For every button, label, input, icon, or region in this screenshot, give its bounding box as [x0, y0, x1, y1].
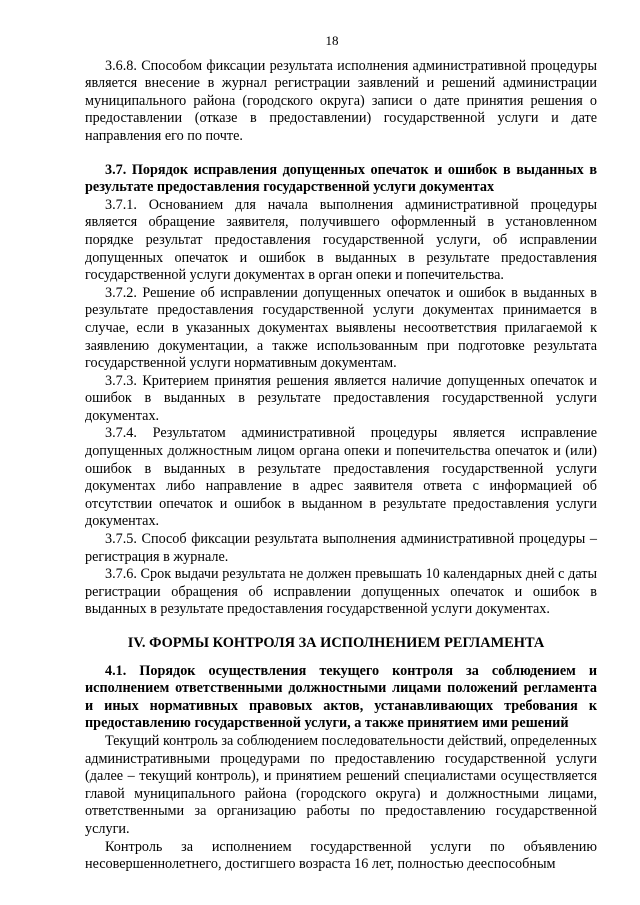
paragraph-3-7-5: 3.7.5. Способ фиксации результата выполнения административной процедуры – регистрация в журнале. — [85, 531, 597, 565]
paragraph-3-7-6: 3.7.6. Срок выдачи результата не должен превышать 10 календарных дней с даты регистрации обращения об исправлении допущенных опечаток и ошибок в выданных в результате предоставления государственной услуги документах. — [85, 566, 597, 618]
paragraph-4-1-control: Контроль за исполнением государственной услуги по объявлению несовершеннолетнего, достигшего возраста 16 лет, полностью дееспособным — [85, 838, 597, 873]
paragraph-3-7-2: 3.7.2. Решение об исправлении допущенных опечаток и ошибок в выданных в результате предоставления государственной услуги документах принимается в случае, если в указанных документах выявлены несоответствия прилагаемой к заявлению документации, а также использованным при подготовке результата государственной услуги нормативным документам. — [85, 284, 597, 372]
page-number: 18 — [325, 33, 339, 48]
chapter-heading-iv: IV. ФОРМЫ КОНТРОЛЯ ЗА ИСПОЛНЕНИЕМ РЕГЛАМЕНТА — [127, 635, 545, 651]
paragraph-3-6-8: 3.6.8. Способом фиксации результата исполнения административной процедуры является внесение в журнал регистрации заявлений и решений администрации муниципального района (городского округа) записи о дате принятия решения о предоставлении (отказе в предоставлении) государственной услуги и дате направления его по почте. — [85, 57, 597, 144]
section-heading-4-1: 4.1. Порядок осуществления текущего контроля за соблюдением и исполнением ответственными должностными лицами положений регламента и иных нормативных правовых актов, устанавливающих требования к предоставлению государственной услуги, а также принятием ими решений — [85, 662, 597, 732]
section-heading-3-7: 3.7. Порядок исправления допущенных опечаток и ошибок в выданных в результате предоставления государственной услуги документах — [85, 161, 597, 196]
paragraph-4-1-current-control: Текущий контроль за соблюдением последовательности действий, определенных административными процедурами по предоставлению государственной услуги (далее – текущий контроль), и принятием решений специалистами осуществляется главой муниципального района (городского округа) и должностными лицами, ответственными за организацию работы по предоставлению государственной услуги. — [85, 732, 597, 837]
paragraph-3-7-1: 3.7.1. Основанием для начала выполнения административной процедуры является обращение заявителя, получившего оформленный в установленном порядке результат предоставления государственной услуги, об исправлении допущенных опечаток и ошибок в выданных в результате предоставления государственной услуги документах в орган опеки и попечительства. — [85, 196, 597, 284]
paragraph-3-7-3: 3.7.3. Критерием принятия решения является наличие допущенных опечаток и ошибок в выданных в результате предоставления государственной услуги документах. — [85, 372, 597, 424]
paragraph-3-7-4: 3.7.4. Результатом административной процедуры является исправление допущенных должностным лицом органа опеки и попечительства опечаток и (или) ошибок в выданных в результате предоставления государственной услуги документах либо направление в адрес заявителя ответа с информацией об отсутствии опечаток и ошибок в выданном в результате предоставления услуги документах. — [85, 425, 597, 530]
document-page — [85, 32, 597, 874]
